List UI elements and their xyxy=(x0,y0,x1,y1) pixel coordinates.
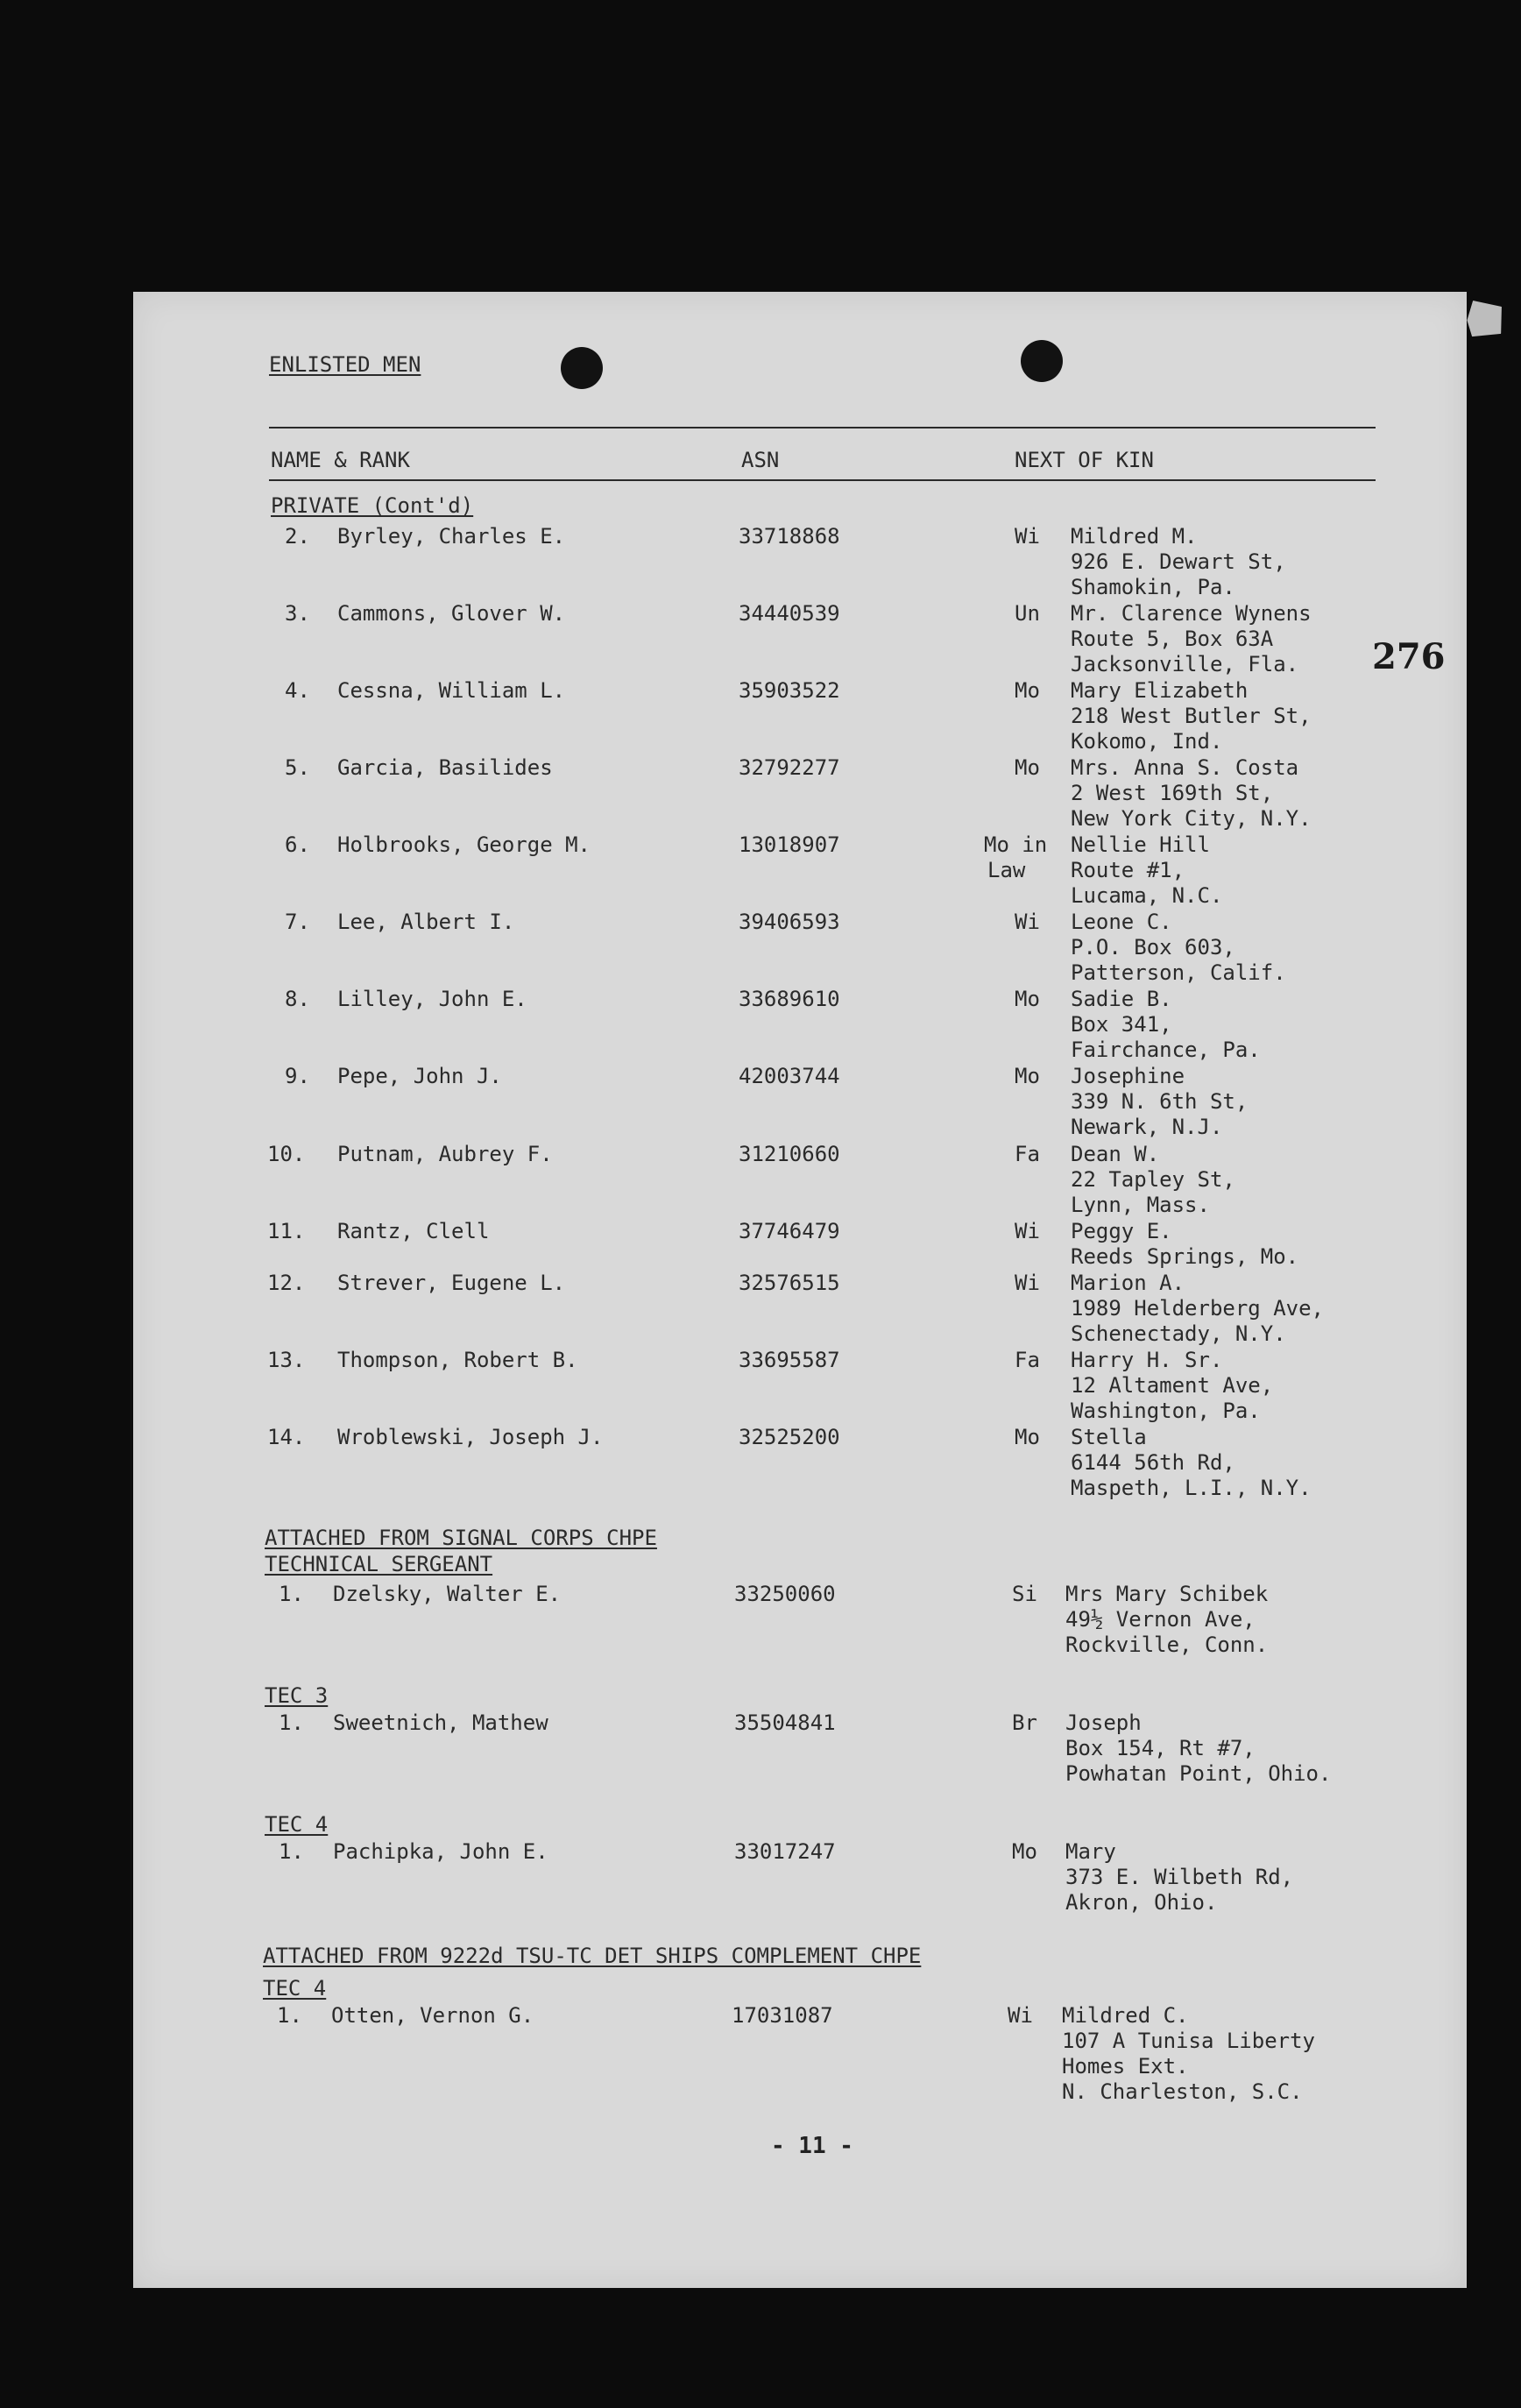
row-relation: Fa xyxy=(1015,1348,1040,1372)
punch-hole-right xyxy=(1021,340,1063,382)
row-name: Holbrooks, George M. xyxy=(337,832,591,857)
row-asn: 32525200 xyxy=(739,1425,840,1449)
row-relation: Mo xyxy=(1015,678,1040,703)
row-name: Rantz, Clell xyxy=(337,1219,490,1243)
row-asn: 37746479 xyxy=(739,1219,840,1243)
kin-line: P.O. Box 603, xyxy=(1071,935,1235,960)
document-title: ENLISTED MEN xyxy=(269,352,421,377)
row-number: 2. xyxy=(285,524,310,549)
row-kin xyxy=(1071,1064,1248,1140)
kin-line: Shamokin, Pa. xyxy=(1071,575,1235,599)
row-kin xyxy=(1071,678,1312,754)
row-kin xyxy=(1071,1271,1324,1347)
row-asn: 31210660 xyxy=(739,1142,840,1166)
row-relation: Si xyxy=(1012,1582,1037,1606)
row-asn: 33017247 xyxy=(734,1839,836,1864)
kin-line: Box 154, Rt #7, xyxy=(1065,1736,1256,1760)
kin-line: Sadie B. xyxy=(1071,987,1172,1011)
kin-line: Mildred C. xyxy=(1062,2003,1189,2028)
kin-line: Reeds Springs, Mo. xyxy=(1071,1244,1299,1269)
row-relation: Mo xyxy=(1015,1425,1040,1449)
row-asn: 35903522 xyxy=(739,678,840,703)
kin-line: 107 A Tunisa Liberty xyxy=(1062,2029,1315,2053)
row-name: Strever, Eugene L. xyxy=(337,1271,566,1295)
row-relation: Wi xyxy=(1015,1219,1040,1243)
row-number: 6. xyxy=(285,832,310,857)
kin-line: Homes Ext. xyxy=(1062,2054,1189,2079)
column-header-asn: ASN xyxy=(741,448,780,472)
section-tec4-tsu: TEC 4 xyxy=(263,1976,327,2001)
kin-line: Harry H. Sr. xyxy=(1071,1348,1223,1372)
row-name: Sweetnich, Mathew xyxy=(333,1710,548,1735)
kin-line: Schenectady, N.Y. xyxy=(1071,1321,1286,1346)
kin-line: Josephine xyxy=(1071,1064,1185,1088)
kin-line: Marion A. xyxy=(1071,1271,1185,1295)
row-kin xyxy=(1065,1582,1268,1658)
kin-line: 12 Altament Ave, xyxy=(1071,1373,1274,1398)
page-stamp-number: 276 xyxy=(1372,636,1446,677)
kin-line: Peggy E. xyxy=(1071,1219,1172,1243)
torn-corner xyxy=(1458,294,1512,348)
row-kin xyxy=(1065,1710,1331,1787)
row-kin xyxy=(1071,601,1312,677)
kin-line: 1989 Helderberg Ave, xyxy=(1071,1296,1324,1321)
kin-line: 2 West 169th St, xyxy=(1071,781,1274,805)
row-relation: Mo xyxy=(1015,755,1040,780)
row-name: Putnam, Aubrey F. xyxy=(337,1142,553,1166)
row-name: Otten, Vernon G. xyxy=(331,2003,534,2028)
kin-line: Stella xyxy=(1071,1425,1147,1449)
row-asn: 42003744 xyxy=(739,1064,840,1088)
kin-line: Box 341, xyxy=(1071,1012,1172,1037)
row-kin xyxy=(1071,755,1312,832)
row-kin xyxy=(1071,987,1261,1063)
kin-line: Kokomo, Ind. xyxy=(1071,729,1223,754)
row-asn: 33689610 xyxy=(739,987,840,1011)
row-kin xyxy=(1071,524,1286,600)
kin-line: 339 N. 6th St, xyxy=(1071,1089,1249,1114)
kin-line: Newark, N.J. xyxy=(1071,1115,1223,1139)
row-relation: Wi xyxy=(1015,1271,1040,1295)
section-tec4: TEC 4 xyxy=(265,1812,329,1837)
row-name: Cessna, William L. xyxy=(337,678,566,703)
row-relation-cont: Law xyxy=(987,858,1026,882)
kin-line: New York City, N.Y. xyxy=(1071,806,1312,831)
kin-line: 6144 56th Rd, xyxy=(1071,1450,1235,1475)
row-asn: 35504841 xyxy=(734,1710,836,1735)
row-name: Cammons, Glover W. xyxy=(337,601,566,626)
section-private: PRIVATE (Cont'd) xyxy=(271,493,474,518)
row-name: Garcia, Basilides xyxy=(337,755,553,780)
row-number: 1. xyxy=(279,1839,304,1864)
row-name: Pepe, John J. xyxy=(337,1064,502,1088)
row-relation: Mo xyxy=(1012,1839,1037,1864)
row-number: 3. xyxy=(285,601,310,626)
kin-line: Joseph xyxy=(1065,1710,1142,1735)
row-number: 1. xyxy=(279,1710,304,1735)
kin-line: Fairchance, Pa. xyxy=(1071,1038,1261,1062)
header-rule-top xyxy=(269,427,1376,428)
row-kin xyxy=(1065,1839,1293,1916)
kin-line: Patterson, Calif. xyxy=(1071,960,1286,985)
kin-line: Leone C. xyxy=(1071,910,1172,934)
kin-line: Rockville, Conn. xyxy=(1065,1632,1269,1657)
row-number: 4. xyxy=(285,678,310,703)
row-name: Lilley, John E. xyxy=(337,987,527,1011)
row-number: 1. xyxy=(279,1582,304,1606)
row-number: 8. xyxy=(285,987,310,1011)
kin-line: 49½ Vernon Ave, xyxy=(1065,1607,1256,1632)
row-name: Byrley, Charles E. xyxy=(337,524,566,549)
kin-line: Maspeth, L.I., N.Y. xyxy=(1071,1476,1312,1500)
row-number: 9. xyxy=(285,1064,310,1088)
row-kin xyxy=(1071,1425,1312,1501)
row-asn: 17031087 xyxy=(732,2003,833,2028)
kin-line: 373 E. Wilbeth Rd, xyxy=(1065,1865,1294,1889)
row-asn: 33250060 xyxy=(734,1582,836,1606)
column-header-kin: NEXT OF KIN xyxy=(1015,448,1154,472)
kin-line: Mildred M. xyxy=(1071,524,1198,549)
row-kin xyxy=(1062,2003,1315,2105)
kin-line: Powhatan Point, Ohio. xyxy=(1065,1761,1332,1786)
row-number: 13. xyxy=(267,1348,306,1372)
row-number: 10. xyxy=(267,1142,306,1166)
row-relation: Un xyxy=(1015,601,1040,626)
punch-hole-left xyxy=(561,347,603,389)
row-name: Wroblewski, Joseph J. xyxy=(337,1425,604,1449)
row-asn: 32792277 xyxy=(739,755,840,780)
row-relation: Mo in xyxy=(984,832,1048,857)
row-asn: 33718868 xyxy=(739,524,840,549)
row-kin xyxy=(1071,832,1222,909)
row-kin xyxy=(1071,1219,1298,1270)
row-number: 1. xyxy=(277,2003,302,2028)
row-name: Dzelsky, Walter E. xyxy=(333,1582,562,1606)
section-tsu: ATTACHED FROM 9222d TSU-TC DET SHIPS COMPLEMENT CHPE xyxy=(263,1944,922,1968)
kin-line: Lynn, Mass. xyxy=(1071,1193,1210,1217)
kin-line: 22 Tapley St, xyxy=(1071,1167,1235,1192)
row-asn: 33695587 xyxy=(739,1348,840,1372)
row-relation: Wi xyxy=(1015,910,1040,934)
row-asn: 13018907 xyxy=(739,832,840,857)
row-relation: Br xyxy=(1012,1710,1037,1735)
kin-line: Route #1, xyxy=(1071,858,1185,882)
row-number: 14. xyxy=(267,1425,306,1449)
kin-line: Mr. Clarence Wynens xyxy=(1071,601,1312,626)
row-relation: Mo xyxy=(1015,1064,1040,1088)
kin-line: Washington, Pa. xyxy=(1071,1399,1261,1423)
row-asn: 39406593 xyxy=(739,910,840,934)
row-kin xyxy=(1071,1142,1235,1218)
kin-line: 218 West Butler St, xyxy=(1071,704,1312,728)
header-rule-bottom xyxy=(269,479,1376,481)
kin-line: Jacksonville, Fla. xyxy=(1071,652,1299,676)
kin-line: Mrs. Anna S. Costa xyxy=(1071,755,1299,780)
row-relation: Fa xyxy=(1015,1142,1040,1166)
kin-line: Mary xyxy=(1065,1839,1116,1864)
kin-line: 926 E. Dewart St, xyxy=(1071,549,1286,574)
section-tech-sergeant: TECHNICAL SERGEANT xyxy=(265,1552,493,1576)
row-name: Thompson, Robert B. xyxy=(337,1348,578,1372)
kin-line: Mary Elizabeth xyxy=(1071,678,1249,703)
row-relation: Wi xyxy=(1008,2003,1033,2028)
kin-line: Mrs Mary Schibek xyxy=(1065,1582,1269,1606)
section-signal-corps: ATTACHED FROM SIGNAL CORPS CHPE xyxy=(265,1526,657,1550)
section-tec3: TEC 3 xyxy=(265,1683,329,1708)
kin-line: Dean W. xyxy=(1071,1142,1160,1166)
row-number: 11. xyxy=(267,1219,306,1243)
row-asn: 34440539 xyxy=(739,601,840,626)
row-number: 5. xyxy=(285,755,310,780)
row-kin xyxy=(1071,1348,1273,1424)
row-name: Lee, Albert I. xyxy=(337,910,515,934)
row-name: Pachipka, John E. xyxy=(333,1839,548,1864)
row-relation: Wi xyxy=(1015,524,1040,549)
row-kin xyxy=(1071,910,1286,986)
row-number: 7. xyxy=(285,910,310,934)
kin-line: Route 5, Box 63A xyxy=(1071,627,1274,651)
kin-line: N. Charleston, S.C. xyxy=(1062,2079,1303,2104)
kin-line: Nellie Hill xyxy=(1071,832,1210,857)
row-asn: 32576515 xyxy=(739,1271,840,1295)
column-header-name: NAME & RANK xyxy=(271,448,410,472)
page-number: - 11 - xyxy=(771,2133,853,2159)
row-relation: Mo xyxy=(1015,987,1040,1011)
kin-line: Lucama, N.C. xyxy=(1071,883,1223,908)
row-number: 12. xyxy=(267,1271,306,1295)
kin-line: Akron, Ohio. xyxy=(1065,1890,1218,1915)
